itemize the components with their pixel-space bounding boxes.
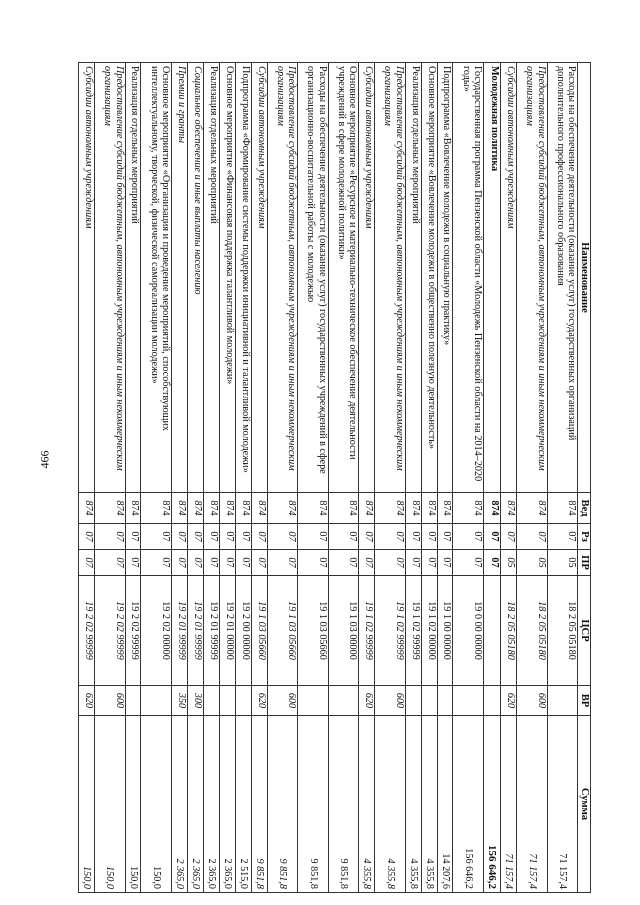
cell-vr — [437, 686, 453, 716]
cell-rz: 07 — [172, 524, 188, 550]
cell-csr: 18 2 05 05180 — [517, 576, 548, 686]
cell-csr: 19 2 01 99999 — [172, 576, 188, 686]
cell-csr: 19 1 03 05660 — [298, 576, 329, 686]
cell-name: Основное мероприятие «Финансовая поддержка талантливой молодежи» — [219, 63, 235, 493]
cell-pr: 07 — [94, 550, 125, 576]
cell-rz: 07 — [203, 524, 219, 550]
cell-ved: 874 — [547, 493, 578, 524]
cell-ved: 874 — [405, 493, 421, 524]
cell-ved: 874 — [375, 493, 406, 524]
table-row — [141, 63, 172, 893]
page-number: 466 — [37, 450, 52, 469]
cell-sum: 4 355,8 — [375, 716, 406, 893]
cell-ved: 874 — [235, 493, 251, 524]
cell-ved: 874 — [517, 493, 548, 524]
cell-rz: 07 — [125, 524, 141, 550]
cell-vr: 620 — [79, 686, 95, 716]
cell-name: Основное мероприятие «Ресурсное и материально-техническое обеспечение деятельности учреждений в сфере молодежной политики» — [328, 63, 359, 493]
cell-vr: 350 — [172, 686, 188, 716]
cell-pr: 07 — [421, 550, 437, 576]
cell-sum: 9 851,8 — [328, 716, 359, 893]
cell-vr: 600 — [94, 686, 125, 716]
table-row — [298, 63, 329, 893]
cell-name: Субсидии автономным учреждениям — [79, 63, 95, 493]
cell-sum: 71 157,4 — [501, 716, 517, 893]
cell-rz: 07 — [359, 524, 375, 550]
cell-name: Социальное обеспечение и иные выплаты населению — [187, 63, 203, 493]
cell-rz: 07 — [219, 524, 235, 550]
cell-ved: 874 — [501, 493, 517, 524]
table-row — [405, 63, 421, 893]
cell-pr: 07 — [453, 550, 484, 576]
cell-ved: 874 — [219, 493, 235, 524]
cell-vr: 620 — [359, 686, 375, 716]
cell-csr: 19 2 02 00000 — [141, 576, 172, 686]
cell-name: Расходы на обеспечение деятельности (оказание услуг) государственных учреждений в сфере организационно-воспитательной работы с молодежью — [298, 63, 329, 493]
table-row — [453, 63, 484, 893]
cell-ved: 874 — [453, 493, 484, 524]
cell-ved: 874 — [125, 493, 141, 524]
cell-sum: 156 646,2 — [453, 716, 484, 893]
cell-name: Субсидии автономным учреждениям — [251, 63, 267, 493]
cell-rz: 07 — [298, 524, 329, 550]
cell-csr: 19 2 02 99999 — [79, 576, 95, 686]
cell-rz: 07 — [405, 524, 421, 550]
cell-vr — [547, 686, 578, 716]
cell-sum: 9 851,8 — [251, 716, 267, 893]
cell-name: Предоставление субсидий бюджетным, автономным учреждениям и иным некоммерческим организациям — [94, 63, 125, 493]
cell-csr: 19 1 02 00000 — [421, 576, 437, 686]
cell-vr: 600 — [517, 686, 548, 716]
cell-sum: 4 355,8 — [359, 716, 375, 893]
table-row — [79, 63, 95, 893]
cell-name: Государственная программа Пензенской области «Молодежь Пензенской области на 2014–2020 годы» — [453, 63, 484, 493]
cell-sum: 156 646,2 — [484, 716, 501, 893]
cell-name: Реализация отдельных мероприятий — [125, 63, 141, 493]
table-row — [501, 63, 517, 893]
cell-sum: 2 365,0 — [187, 716, 203, 893]
cell-sum: 2 515,0 — [235, 716, 251, 893]
cell-sum: 14 207,6 — [437, 716, 453, 893]
cell-rz: 07 — [501, 524, 517, 550]
cell-sum: 4 355,8 — [405, 716, 421, 893]
cell-csr: 18 2 05 05180 — [547, 576, 578, 686]
cell-rz: 07 — [437, 524, 453, 550]
table-row — [94, 63, 125, 893]
cell-csr — [484, 576, 501, 686]
cell-csr: 19 1 02 99999 — [405, 576, 421, 686]
cell-pr: 07 — [359, 550, 375, 576]
cell-vr — [405, 686, 421, 716]
cell-pr: 07 — [405, 550, 421, 576]
cell-pr: 05 — [501, 550, 517, 576]
cell-pr: 07 — [235, 550, 251, 576]
cell-pr: 07 — [375, 550, 406, 576]
cell-ved: 874 — [251, 493, 267, 524]
cell-sum: 4 355,8 — [421, 716, 437, 893]
cell-ved: 874 — [203, 493, 219, 524]
table-row — [328, 63, 359, 893]
table-row — [251, 63, 267, 893]
cell-csr: 19 2 01 99999 — [187, 576, 203, 686]
header-sum: Сумма — [578, 716, 591, 893]
cell-vr: 300 — [187, 686, 203, 716]
table-row — [359, 63, 375, 893]
cell-ved: 874 — [359, 493, 375, 524]
cell-csr: 19 2 01 99999 — [203, 576, 219, 686]
cell-name: Субсидии автономным учреждениям — [501, 63, 517, 493]
cell-pr: 07 — [219, 550, 235, 576]
cell-vr — [328, 686, 359, 716]
budget-table-container — [78, 62, 591, 892]
header-vr: ВР — [578, 686, 591, 716]
cell-ved: 874 — [298, 493, 329, 524]
cell-rz: 07 — [267, 524, 298, 550]
cell-pr: 07 — [203, 550, 219, 576]
cell-vr — [484, 686, 501, 716]
cell-csr: 19 2 01 00000 — [219, 576, 235, 686]
table-row — [517, 63, 548, 893]
cell-vr — [421, 686, 437, 716]
cell-csr: 19 1 03 05660 — [267, 576, 298, 686]
cell-csr: 19 2 02 99999 — [125, 576, 141, 686]
cell-csr: 19 1 03 05660 — [251, 576, 267, 686]
cell-rz: 07 — [235, 524, 251, 550]
cell-vr — [125, 686, 141, 716]
cell-sum: 150,0 — [79, 716, 95, 893]
cell-ved: 874 — [484, 493, 501, 524]
cell-sum: 2 365,0 — [172, 716, 188, 893]
cell-pr: 05 — [517, 550, 548, 576]
cell-ved: 874 — [187, 493, 203, 524]
cell-csr: 19 1 02 99999 — [375, 576, 406, 686]
cell-vr — [235, 686, 251, 716]
cell-pr: 07 — [187, 550, 203, 576]
header-name: Наименование — [578, 63, 591, 493]
cell-name: Подпрограмма «Вовлечение молодежи в социальную практику» — [437, 63, 453, 493]
cell-ved: 874 — [79, 493, 95, 524]
table-header-row — [578, 63, 591, 893]
table-row — [267, 63, 298, 893]
cell-rz: 07 — [421, 524, 437, 550]
cell-pr: 07 — [141, 550, 172, 576]
cell-ved: 874 — [437, 493, 453, 524]
cell-name: Основное мероприятие «Вовлечение молодежи в общественно полезную деятельность» — [421, 63, 437, 493]
cell-csr: 19 1 02 99999 — [359, 576, 375, 686]
cell-sum: 150,0 — [125, 716, 141, 893]
cell-name: Молодежная политика — [484, 63, 501, 493]
cell-name: Расходы на обеспечение деятельности (оказание услуг) государственных организаций дополнительного профессионального образования — [547, 63, 578, 493]
cell-sum: 2 365,0 — [203, 716, 219, 893]
cell-name: Реализация отдельных мероприятий — [405, 63, 421, 493]
cell-name: Субсидии автономным учреждениям — [359, 63, 375, 493]
cell-vr: 620 — [251, 686, 267, 716]
cell-rz: 07 — [79, 524, 95, 550]
table-row — [421, 63, 437, 893]
cell-sum: 71 157,4 — [547, 716, 578, 893]
table-row — [203, 63, 219, 893]
header-rz: Рз — [578, 524, 591, 550]
cell-rz: 07 — [517, 524, 548, 550]
cell-ved: 874 — [94, 493, 125, 524]
cell-csr: 19 1 03 00000 — [328, 576, 359, 686]
cell-vr — [219, 686, 235, 716]
cell-ved: 874 — [267, 493, 298, 524]
cell-name: Предоставление субсидий бюджетным, автономным учреждениям и иным некоммерческим организациям — [375, 63, 406, 493]
cell-pr: 07 — [298, 550, 329, 576]
cell-pr: 07 — [251, 550, 267, 576]
cell-ved: 874 — [328, 493, 359, 524]
table-row — [547, 63, 578, 893]
table-row — [219, 63, 235, 893]
cell-pr: 07 — [328, 550, 359, 576]
cell-pr: 07 — [267, 550, 298, 576]
header-pr: ПР — [578, 550, 591, 576]
cell-vr: 620 — [501, 686, 517, 716]
table-row — [235, 63, 251, 893]
table-row — [172, 63, 188, 893]
cell-rz: 07 — [251, 524, 267, 550]
table-row — [437, 63, 453, 893]
cell-ved: 874 — [141, 493, 172, 524]
cell-name: Основное мероприятие «Организация и проведение мероприятий, способствующих интеллектуальному, творческой, физической самореализации молодежи» — [141, 63, 172, 493]
cell-pr: 07 — [125, 550, 141, 576]
cell-vr — [453, 686, 484, 716]
cell-sum: 9 851,8 — [298, 716, 329, 893]
cell-vr: 600 — [267, 686, 298, 716]
cell-csr: 19 2 02 99999 — [94, 576, 125, 686]
cell-rz: 07 — [187, 524, 203, 550]
cell-rz: 07 — [94, 524, 125, 550]
table-row — [187, 63, 203, 893]
cell-pr: 07 — [437, 550, 453, 576]
cell-pr: 05 — [547, 550, 578, 576]
cell-sum: 150,0 — [141, 716, 172, 893]
cell-csr: 18 2 05 05180 — [501, 576, 517, 686]
cell-csr: 19 1 00 00000 — [437, 576, 453, 686]
header-ved: Вед — [578, 493, 591, 524]
cell-sum: 150,0 — [94, 716, 125, 893]
cell-csr: 19 2 00 00000 — [235, 576, 251, 686]
cell-ved: 874 — [421, 493, 437, 524]
table-row — [375, 63, 406, 893]
cell-pr: 07 — [79, 550, 95, 576]
cell-name: Реализация отдельных мероприятий — [203, 63, 219, 493]
cell-name: Премии и гранты — [172, 63, 188, 493]
cell-rz: 07 — [453, 524, 484, 550]
cell-pr: 07 — [484, 550, 501, 576]
cell-vr — [298, 686, 329, 716]
cell-name: Подпрограмма «Формирование системы поддержки инициативной и талантливой молодежи» — [235, 63, 251, 493]
cell-rz: 07 — [141, 524, 172, 550]
cell-sum: 9 851,8 — [267, 716, 298, 893]
cell-csr: 19 0 00 00000 — [453, 576, 484, 686]
cell-pr: 07 — [172, 550, 188, 576]
cell-rz: 07 — [547, 524, 578, 550]
header-csr: ЦСР — [578, 576, 591, 686]
cell-vr — [141, 686, 172, 716]
cell-sum: 71 157,4 — [517, 716, 548, 893]
cell-sum: 2 365,0 — [219, 716, 235, 893]
cell-rz: 07 — [484, 524, 501, 550]
cell-rz: 07 — [328, 524, 359, 550]
cell-vr — [203, 686, 219, 716]
table-row — [484, 63, 501, 893]
cell-name: Предоставление субсидий бюджетным, автономным учреждениям и иным некоммерческим организациям — [517, 63, 548, 493]
cell-name: Предоставление субсидий бюджетным, автономным учреждениям и иным некоммерческим организациям — [267, 63, 298, 493]
table-body — [79, 63, 578, 893]
cell-vr: 600 — [375, 686, 406, 716]
cell-ved: 874 — [172, 493, 188, 524]
table-row — [125, 63, 141, 893]
budget-table — [78, 62, 591, 893]
cell-rz: 07 — [375, 524, 406, 550]
